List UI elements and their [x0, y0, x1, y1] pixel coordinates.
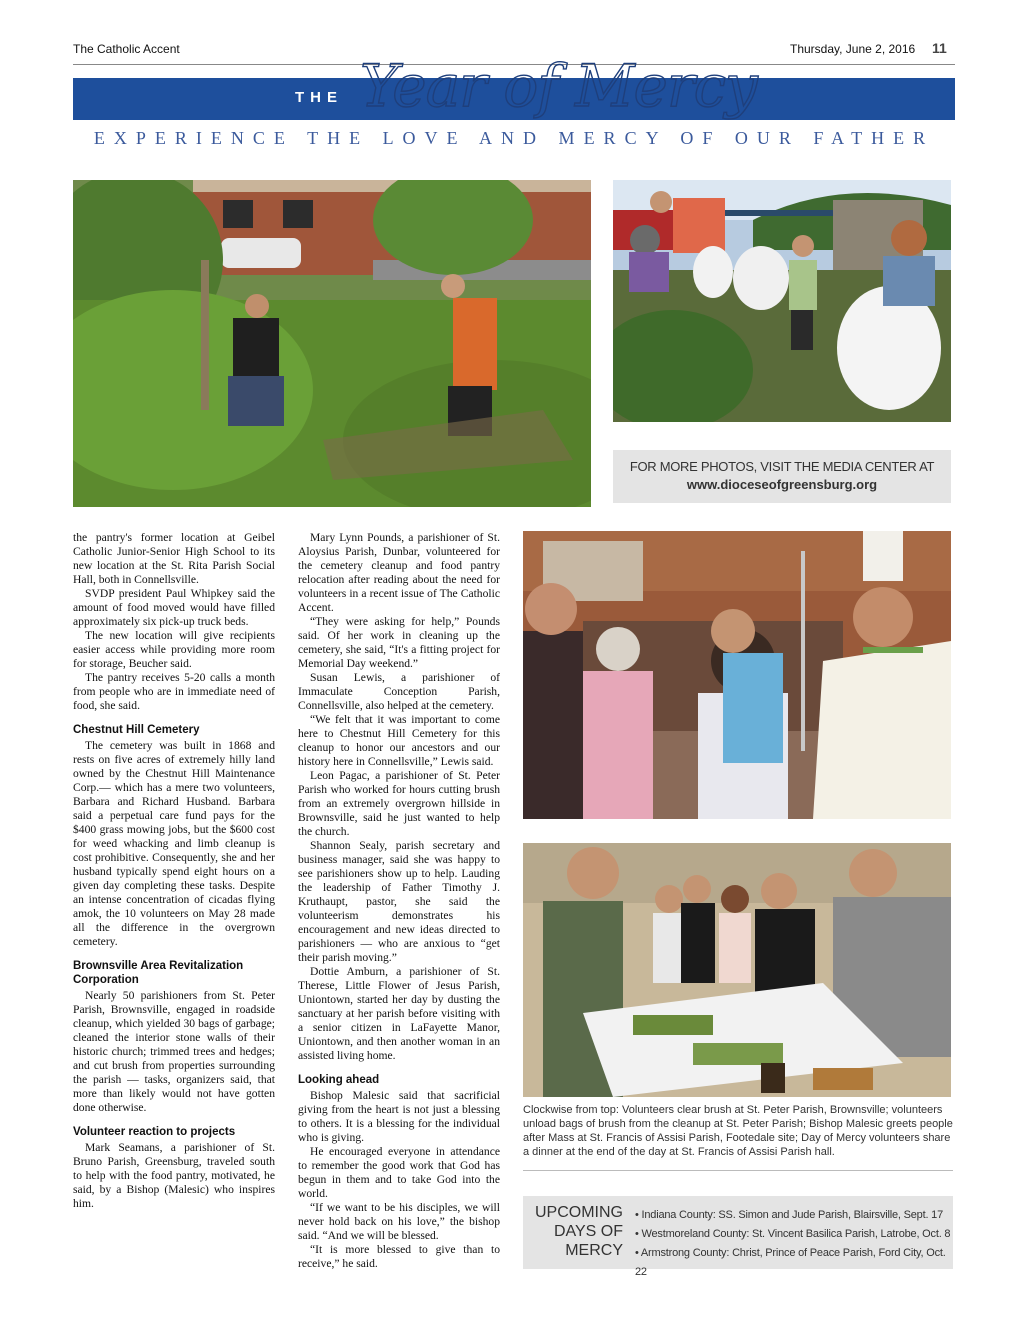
caption-rule — [523, 1170, 953, 1171]
media-center-promo — [613, 450, 951, 503]
banner-tagline: EXPERIENCE THE LOVE AND MERCY OF OUR FATHER — [93, 128, 935, 148]
upcoming-title-line: UPCOMING — [535, 1204, 623, 1221]
banner-the: THE — [295, 89, 343, 106]
article-paragraph: Nearly 50 parishioners from St. Peter Parish, Brownsville, engaged in roadside cleanup, which yielded 30 bags of garbage; cleaned the interior stone walls of their historic church; trimmed trees and hedges; and cut brush from properties surrounding the parish — tasks, organizers said, that more than likely would not have gotten done otherwise. — [73, 989, 275, 1114]
article-column-2 — [298, 531, 500, 1271]
photo-bishop-greeting — [523, 531, 951, 819]
article-paragraph: Dottie Amburn, a parishioner of St. Therese, Little Flower of Jesus Parish, Uniontown, started her day by dusting the sanctuary at her parish before visiting with a senior citizen in LaFayette Manor, Uniontown, and then another woman in an assisted living home. — [298, 965, 500, 1062]
section-heading: Brownsville Area Revitalization Corporation — [73, 960, 244, 986]
photo-brush-clearing — [73, 180, 591, 507]
article-paragraph: Mark Seamans, a parishioner of St. Bruno Parish, Greensburg, traveled south to help with the food pantry, motivated, he said, by a Bishop (Malesic) who inspires him. — [73, 1141, 275, 1210]
article-paragraph: Mary Lynn Pounds, a parishioner of St. Aloysius Parish, Dunbar, volunteered for the cemetery cleanup and food pantry relocation after reading about the need for volunteers in a recent issue of The Catholic Accent. — [298, 531, 500, 614]
photo-volunteer-dinner — [523, 843, 951, 1097]
photo-caption: Clockwise from top: Volunteers clear brush at St. Peter Parish, Brownsville; volunteers unload bags of brush from the cleanup at St. Peter Parish; Bishop Malesic greets people after Mass at St. Francis of Assisi Parish, Footedale site; Day of Mercy volunteers share a dinner at the end of the day at St. Francis of Assisi Parish hall. — [523, 1104, 953, 1158]
issue-date: Thursday, June 2, 2016 — [790, 42, 916, 56]
article-paragraph: “We felt that it was important to come here to Chestnut Hill Cemetery for this cleanup to honor our ancestors and our history here in Connellsville,” Lewis said. — [298, 713, 500, 768]
article-paragraph: Susan Lewis, a parishioner of Immaculate Conception Parish, Connellsville, also helped at the cemetery. — [298, 671, 500, 712]
article-paragraph: “It is more blessed to give than to receive,” he said. — [298, 1243, 500, 1270]
promo-text: FOR MORE PHOTOS, VISIT THE MEDIA CENTER AT — [629, 459, 935, 474]
article-paragraph: Shannon Sealy, parish secretary and business manager, said she was happy to see parishioners show up to help. Lauding the leadership of Father Timothy J. Kruthaupt, pastor, she said the volunteerism demonstrates his encouragement and new ideas directed to parishioners — who are anxious to “get their parish moving.” — [298, 839, 500, 964]
article-paragraph: Bishop Malesic said that sacrificial giving from the heart is not just a blessing to others. It is a blessing for the individual who is giving. — [298, 1089, 500, 1144]
article-paragraph: Leon Pagac, a parishioner of St. Peter Parish who worked for hours cutting brush from an extremely overgrown hillside in Brownsville, said he just wanted to help the church. — [298, 769, 500, 838]
section-heading: Looking ahead — [298, 1074, 380, 1086]
article-paragraph: The cemetery was built in 1868 and rests on five acres of extremely hilly land owned by the Chestnut Hill Maintenance Corp.— which has a mere two volunteers, Barbara and Richard Husband. Barbara said a perpetual care fund pays for the $400 grass mowing jobs, but the $600 cost for weed whacking and limb cleanup is cost prohibitive. Consequently, she and her husband typically spend eight hours on a given day completing these tasks. Despite an intense concentration of cicadas flying amok, the 10 volunteers on May 28 made all the difference in the overgrown cemetery. — [73, 739, 275, 948]
upcoming-title-line: MERCY — [565, 1242, 623, 1259]
page-number: 11 — [932, 40, 947, 56]
article-paragraph: The pantry receives 5-20 calls a month from people who are in immediate need of food, she said. — [73, 671, 275, 712]
upcoming-item: • Westmoreland County: St. Vincent Basilica Parish, Latrobe, Oct. 8 — [635, 1225, 953, 1244]
article-paragraph: SVDP president Paul Whipkey said the amount of food moved would have filled approximately six pick-up truck beds. — [73, 587, 275, 628]
upcoming-item: • Indiana County: SS. Simon and Jude Parish, Blairsville, Sept. 17 — [635, 1206, 953, 1225]
photo-bag-unloading — [613, 180, 951, 422]
promo-link[interactable]: www.dioceseofgreensburg.org — [686, 477, 878, 492]
article-paragraph: “They were asking for help,” Pounds said. Of her work in cleaning up the cemetery, she said, “It's a fitting project for Memorial Day weekend.” — [298, 615, 500, 670]
article-paragraph: He encouraged everyone in attendance to remember the good work that God has begun in them and to take God into the world. — [298, 1145, 500, 1200]
publication-name: The Catholic Accent — [73, 42, 180, 56]
banner-title: Year of Mercy — [360, 52, 757, 120]
section-heading: Chestnut Hill Cemetery — [73, 724, 200, 736]
article-column-1 — [73, 531, 275, 1211]
upcoming-title-line: DAYS OF — [553, 1223, 623, 1240]
article-paragraph: The new location will give recipients easier access while providing more room for storage, Beucher said. — [73, 629, 275, 670]
upcoming-title — [533, 1203, 623, 1260]
upcoming-list — [635, 1206, 953, 1282]
article-paragraph: “If we want to be his disciples, we will never hold back on his love,” the bishop said. “And we will be blessed. — [298, 1201, 500, 1242]
article-paragraph: the pantry's former location at Geibel Catholic Junior-Senior High School to its new location at the St. Rita Parish Social Hall, both in Connellsville. — [73, 531, 275, 586]
section-heading: Volunteer reaction to projects — [73, 1126, 236, 1138]
upcoming-item: • Armstrong County: Christ, Prince of Peace Parish, Ford City, Oct. 22 — [635, 1244, 953, 1282]
upcoming-days-box — [523, 1196, 953, 1278]
